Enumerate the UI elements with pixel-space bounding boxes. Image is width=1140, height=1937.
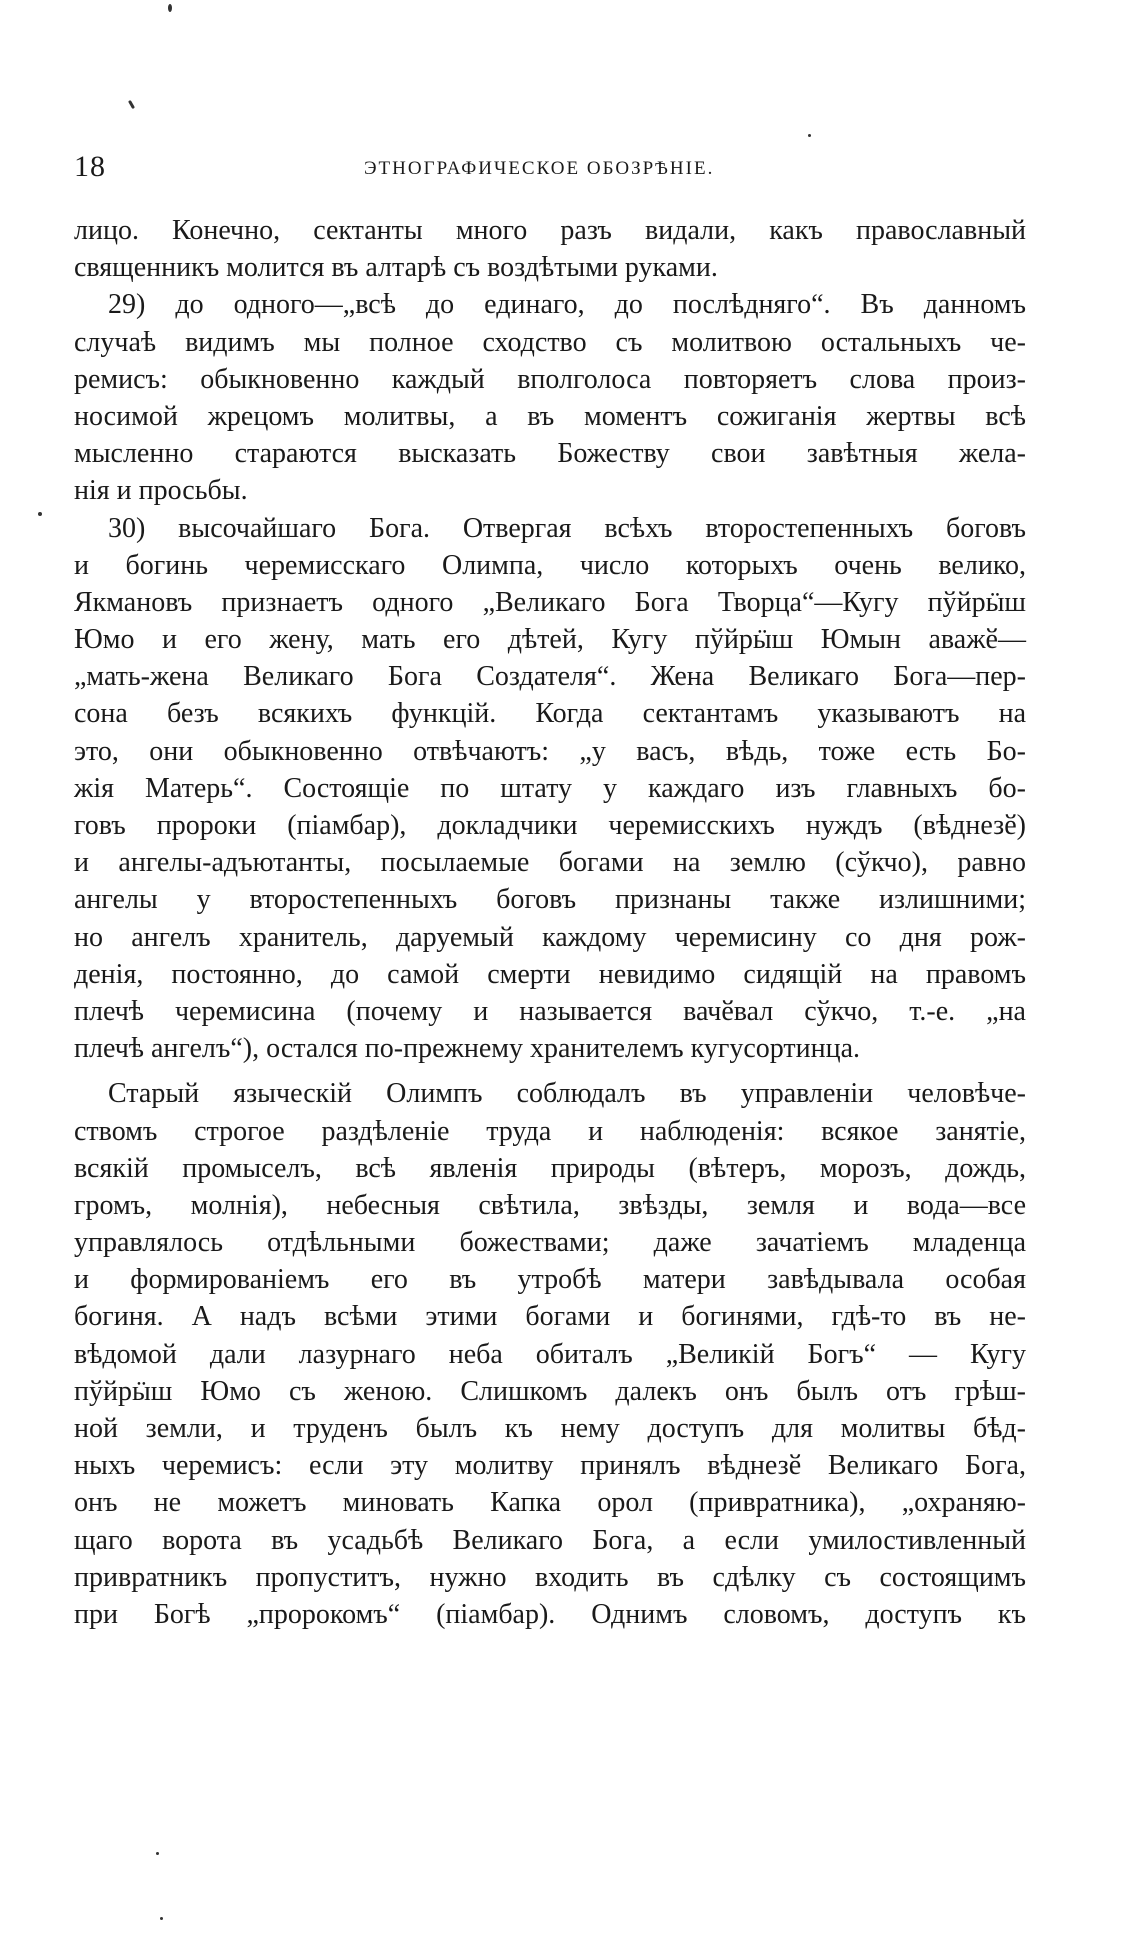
text-line: ствомъ строгое раздѣленіе труда и наблюденія: всякое занятіе, [74, 1115, 1026, 1147]
text-line: плечѣ ангелъ“), остался по-прежнему хранителемъ кугусортинца. [74, 1033, 861, 1065]
text-line: „мать-жена Великаго Бога Создателя“. Жена Великаго Бога—пер- [74, 661, 1026, 693]
ink-speck [808, 134, 811, 137]
text-line: привратникъ пропуститъ, нужно входить въ сдѣлку съ состоящимъ [74, 1561, 1026, 1593]
text-line: жія Матерь“. Состоящіе по штату у каждаго изъ главныхъ бо- [74, 772, 1026, 804]
text-line: но ангелъ хранитель, даруемый каждому черемисину со дня рож- [74, 921, 1026, 953]
paragraph [74, 1075, 1026, 1633]
text-line: ной земли, и труденъ былъ къ нему доступъ для молитвы бѣд- [74, 1413, 1026, 1444]
text-line: ангелы у второстепенныхъ боговъ признаны также излишними; [74, 884, 1026, 916]
text-line: громъ, молнія), небесныя свѣтила, звѣзды, земля и вода—все [74, 1189, 1026, 1221]
paragraph [74, 212, 1026, 286]
text-line: 30) высочайшаго Бога. Отвергая всѣхъ второстепенныхъ боговъ [108, 512, 1026, 544]
text-line: пўйрӹш Юмо съ женою. Слишкомъ далекъ онъ былъ отъ грѣш- [74, 1375, 1026, 1407]
text-line: и ангелы-адъютанты, посылаемые богами на землю (сўкчо), равно [74, 847, 1026, 879]
page-number: 18 [74, 150, 106, 183]
text-line: онъ не можетъ миновать Капка орол (привратника), „охраняю- [74, 1487, 1026, 1519]
text-line: ныхъ черемисъ: если эту молитву принялъ вѣднезӗ Великаго Бога, [74, 1450, 1026, 1482]
paragraph-gap [74, 1067, 1026, 1075]
body-text [74, 212, 1026, 1633]
text-line: Якмановъ признаетъ одного „Великаго Бога Творца“—Кугу пўйрӹш [74, 586, 1026, 618]
text-line: богиня. А надъ всѣми этими богами и богинями, гдѣ-то въ не- [74, 1301, 1026, 1333]
text-line: Юмо и его жену, мать его дѣтей, Кугу пўйрӹш Юмын аважӗ— [74, 624, 1026, 656]
text-line: сона безъ всякихъ функцій. Когда сектантамъ указываютъ на [74, 698, 1026, 730]
text-line: вѣдомой дали лазурнаго неба обиталъ „Великій Богъ“ — Кугу [74, 1338, 1026, 1370]
text-line: мысленно стараются высказать Божеству свои завѣтныя жела- [74, 438, 1026, 470]
text-line: 29) до одного—„всѣ до единаго, до послѣдняго“. Въ данномъ [108, 289, 1026, 321]
text-line: ремисъ: обыкновенно каждый вполголоса повторяетъ слова произ- [74, 363, 1026, 395]
text-line: всякій промыселъ, всѣ явленія природы (вѣтеръ, морозъ, дождь, [74, 1152, 1026, 1184]
ink-speck [160, 1917, 163, 1920]
ink-speck [128, 100, 135, 109]
paragraph [74, 510, 1026, 1068]
text-line: щаго ворота въ усадьбѣ Великаго Бога, а если умилостивленный [74, 1524, 1026, 1556]
text-line: говъ пророки (піамбар), докладчики черемисскихъ нуждъ (вѣднезӗ) [74, 810, 1026, 841]
running-title: ЭТНОГРАФИЧЕСКОЕ ОБОЗРѢНІЕ. [364, 158, 715, 179]
text-line: денія, постоянно, до самой смерти невидимо сидящій на правомъ [74, 958, 1026, 990]
text-line: это, они обыкновенно отвѣчаютъ: „у васъ, вѣдь, тоже есть Бо- [74, 735, 1026, 767]
text-line: нія и просьбы. [74, 475, 248, 507]
text-line: священникъ молится въ алтарѣ съ воздѣтыми руками. [74, 252, 718, 284]
text-line: случаѣ видимъ мы полное сходство съ молитвою остальныхъ че- [74, 326, 1026, 358]
text-line: при Богѣ „пророкомъ“ (піамбар). Однимъ словомъ, доступъ къ [74, 1598, 1026, 1630]
paragraph [74, 286, 1026, 509]
ink-speck [38, 512, 42, 516]
text-line: Старый языческій Олимпъ соблюдалъ въ управленіи человѣче- [108, 1078, 1026, 1110]
text-line: управлялось отдѣльными божествами; даже зачатіемъ младенца [74, 1227, 1026, 1259]
ink-speck [168, 4, 172, 12]
text-line: носимой жрецомъ молитвы, а въ моментъ сожиганія жертвы всѣ [74, 400, 1026, 432]
page-header [74, 150, 1026, 190]
ink-speck [156, 1852, 159, 1855]
text-line: плечѣ черемисина (почему и называется вачӗвал сўкчо, т.-е. „на [74, 995, 1026, 1027]
text-line: и богинь черемисскаго Олимпа, число которыхъ очень велико, [74, 549, 1026, 581]
text-line: и формированіемъ его въ утробѣ матери завѣдывала особая [74, 1264, 1026, 1296]
text-line: лицо. Конечно, сектанты много разъ видали, какъ православный [74, 215, 1026, 246]
